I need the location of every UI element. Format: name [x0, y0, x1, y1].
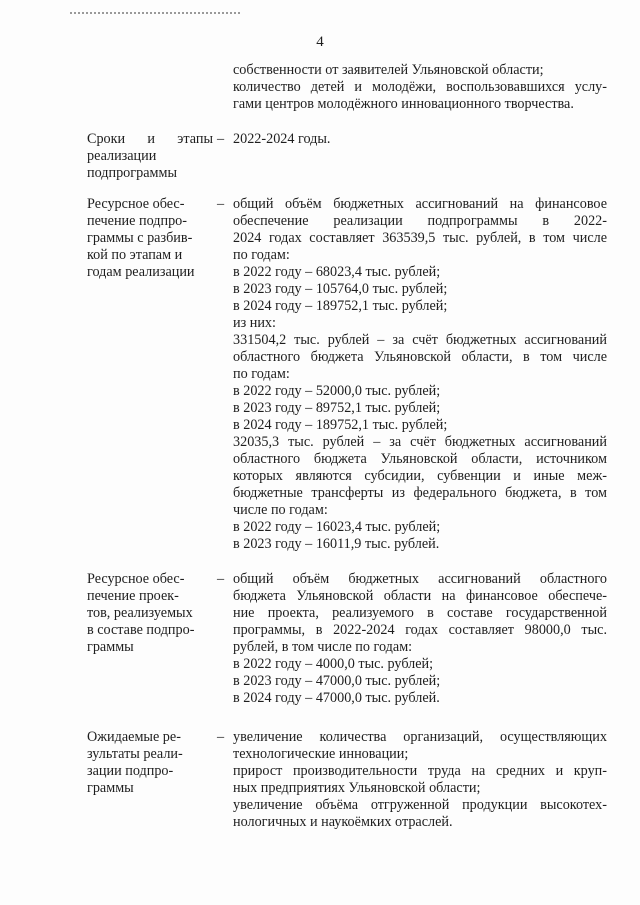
label-dash: –	[217, 729, 225, 745]
section-label-line: печение подпро-	[87, 213, 187, 229]
section-content-line: обеспечение реализации подпрограммы в 2022-	[233, 213, 607, 229]
section-content-line: числе по годам:	[233, 502, 328, 518]
section-content-line: нологичных и наукоёмких отраслей.	[233, 814, 453, 830]
section-content-line: по годам:	[233, 366, 290, 382]
label-dash: –	[217, 196, 225, 212]
continuation-line: собственности от заявителей Ульяновской области;	[233, 62, 544, 78]
section-label-line: реализации	[87, 148, 157, 164]
section-content-line: прирост производительности труда на средних и круп-	[233, 763, 607, 779]
section-label-line: Ожидаемые ре-	[87, 729, 181, 745]
continuation-line: гами центров молодёжного инновационного творчества.	[233, 96, 574, 112]
label-dash: –	[217, 131, 225, 147]
section-label-line: Ресурсное обес-	[87, 571, 185, 587]
section-content-line: 2022-2024 годы.	[233, 131, 331, 147]
section-content-line: 331504,2 тыс. рублей – за счёт бюджетных ассигнований	[233, 332, 607, 348]
section-content-line: бюджетные трансферты из федерального бюджета, в том	[233, 485, 607, 501]
continuation-line: количество детей и молодёжи, воспользовавшихся услу-	[233, 79, 607, 95]
section-content-line: в 2024 году – 189752,1 тыс. рублей;	[233, 417, 448, 433]
section-content-line: в 2022 году – 52000,0 тыс. рублей;	[233, 383, 441, 399]
section-label-line: Сроки и этапы	[87, 131, 213, 147]
section-label-line: тов, реализуемых	[87, 605, 193, 621]
section-content-line: общий объём бюджетных ассигнований на финансовое	[233, 196, 607, 212]
page-number: 4	[316, 34, 324, 50]
section-content-line: 2024 годах составляет 363539,5 тыс. рублей, в том числе	[233, 230, 607, 246]
section-label-line: кой по этапам и	[87, 247, 183, 263]
section-content-line: технологические инновации;	[233, 746, 409, 762]
section-label-line: подпрограммы	[87, 165, 177, 181]
section-label-line: годам реализации	[87, 264, 195, 280]
section-content-line: в 2022 году – 68023,4 тыс. рублей;	[233, 264, 441, 280]
section-label-line: зации подпро-	[87, 763, 174, 779]
section-content-line: увеличение объёма отгруженной продукции высокотех-	[233, 797, 607, 813]
section-label-line: граммы	[87, 780, 134, 796]
section-content-line: программы, в 2022-2024 годах составляет 98000,0 тыс.	[233, 622, 607, 638]
section-content-line: ние проекта, реализуемого в составе государственной	[233, 605, 607, 621]
section-content-line: по годам:	[233, 247, 290, 263]
section-content-line: увеличение количества организаций, осуществляющих	[233, 729, 607, 745]
section-content-line: в 2023 году – 47000,0 тыс. рублей;	[233, 673, 441, 689]
section-label-line: печение проек-	[87, 588, 179, 604]
section-content-line: в 2022 году – 4000,0 тыс. рублей;	[233, 656, 434, 672]
section-content-line: в 2022 году – 16023,4 тыс. рублей;	[233, 519, 441, 535]
section-content-line: рублей, в том числе по годам:	[233, 639, 413, 655]
section-content-line: из них:	[233, 315, 276, 331]
section-label-line: граммы	[87, 639, 134, 655]
section-content-line: областного бюджета Ульяновской области, в том числе	[233, 349, 607, 365]
section-label-line: в составе подпро-	[87, 622, 195, 638]
section-content-line: в 2024 году – 47000,0 тыс. рублей.	[233, 690, 440, 706]
section-content-line: бюджета Ульяновской области на финансовое обеспече-	[233, 588, 607, 604]
label-dash: –	[217, 571, 225, 587]
section-content-line: ных предприятиях Ульяновской области;	[233, 780, 481, 796]
section-label-line: зультаты реали-	[87, 746, 183, 762]
section-content-line: в 2023 году – 16011,9 тыс. рублей.	[233, 536, 440, 552]
section-content-line: в 2023 году – 89752,1 тыс. рублей;	[233, 400, 441, 416]
section-content-line: в 2023 году – 105764,0 тыс. рублей;	[233, 281, 448, 297]
scan-artifact	[70, 12, 240, 17]
section-label-line: Ресурсное обес-	[87, 196, 185, 212]
section-content-line: общий объём бюджетных ассигнований областного	[233, 571, 607, 587]
section-content-line: 32035,3 тыс. рублей – за счёт бюджетных ассигнований	[233, 434, 607, 450]
section-content-line: которых являются субсидии, субвенции и иные меж-	[233, 468, 607, 484]
section-label-line: граммы с разбив-	[87, 230, 193, 246]
section-content-line: в 2024 году – 189752,1 тыс. рублей;	[233, 298, 448, 314]
section-content-line: областного бюджета Ульяновской области, источником	[233, 451, 607, 467]
